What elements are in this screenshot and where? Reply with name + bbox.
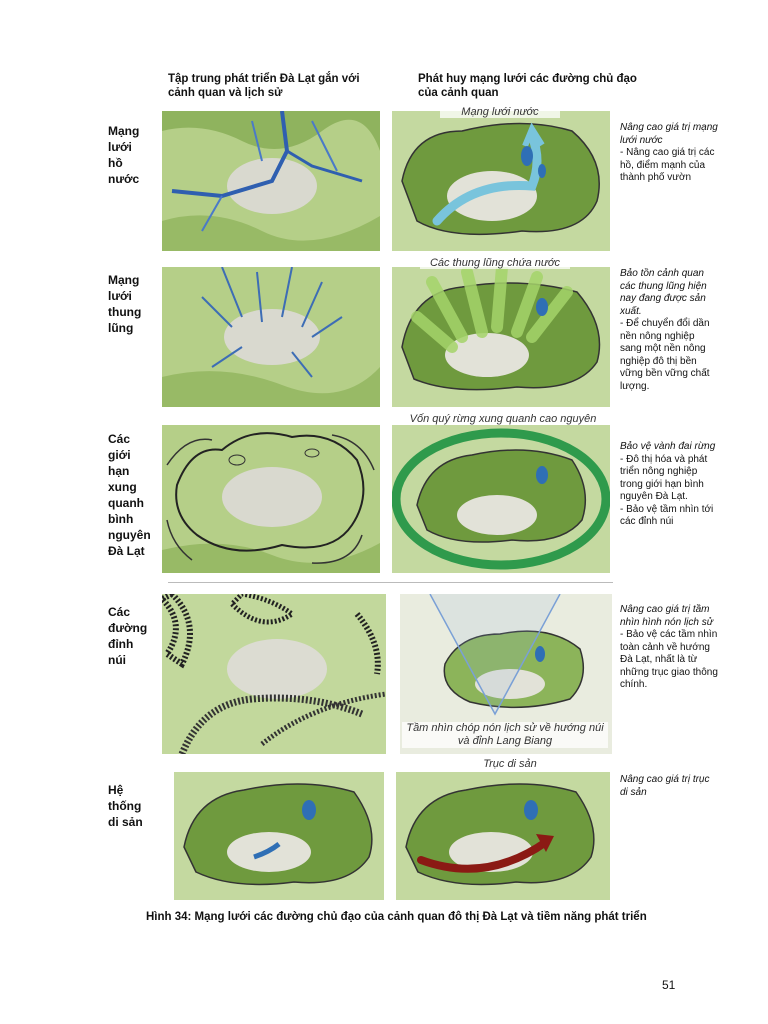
- note-water-body: - Nâng cao giá trị các hồ, điểm mạnh của thành phố vườn: [620, 147, 715, 183]
- note-valleys-body: - Để chuyển đổi dần nền nông nghiệp sang một nền nông nghiệp đô thị bền vững bền vững chất lượng.: [620, 318, 710, 392]
- note-valleys-lead: Bảo tồn cảnh quan các thung lũng hiện nay đang được sản xuất.: [620, 268, 707, 317]
- map-water-right: [392, 111, 610, 251]
- note-heritage-lead: Nâng cao giá trị trục di sản: [620, 774, 710, 798]
- note-ridges-body: - Bảo vệ các tầm nhìn toàn cảnh về hướng Đà Lạt, nhất là từ những trục giao thông chính.: [620, 629, 718, 690]
- map-heritage-left: [174, 772, 384, 900]
- map-boundaries-right: [392, 425, 610, 573]
- page-number: 51: [662, 978, 676, 992]
- note-heritage: [620, 774, 718, 799]
- note-boundaries-body: - Đô thị hóa và phát triển nông nghiệp trong giới hạn bình nguyên Đà Lạt. - Bảo vệ tầm nhìn tới các đỉnh núi: [620, 453, 714, 527]
- row-label-heritage: Hệ thống di sản: [108, 783, 143, 829]
- map-title-heritage: Trục di sản: [470, 758, 550, 770]
- note-water: [620, 122, 718, 185]
- right-column-header: Phát huy mạng lưới các đường chủ đạo của cảnh quan: [418, 73, 637, 99]
- map-valleys-right: [392, 267, 610, 407]
- map-title-water: Mạng lưới nước: [440, 106, 560, 118]
- map-ridges-left: [162, 594, 386, 754]
- map-boundaries-left: [162, 425, 380, 573]
- note-valleys: [620, 268, 718, 393]
- note-boundaries: [620, 441, 718, 529]
- map-heritage-right: [396, 772, 610, 900]
- map-title-ridges: Tầm nhìn chóp nón lịch sử về hướng núi và đỉnh Lang Biang: [402, 722, 608, 748]
- map-title-valleys: Các thung lũng chứa nước: [420, 257, 570, 269]
- figure-caption: Hình 34: Mạng lưới các đường chủ đạo của cảnh quan đô thị Đà Lạt và tiềm năng phát triển: [146, 911, 647, 923]
- note-ridges-lead: Nâng cao giá trị tầm nhìn hình nón lịch sử: [620, 604, 714, 628]
- row-label-boundaries: Các giới hạn xung quanh bình nguyên Đà Lạt: [108, 432, 151, 558]
- section-divider: [168, 582, 613, 583]
- row-label-water: Mạng lưới hồ nước: [108, 124, 140, 186]
- map-valleys-left: [162, 267, 380, 407]
- map-water-left: [162, 111, 380, 251]
- map-title-boundaries: Vốn quý rừng xung quanh cao nguyên: [396, 413, 610, 425]
- left-column-header: Tập trung phát triển Đà Lạt gắn với cảnh quan và lịch sử: [168, 73, 360, 99]
- note-ridges: [620, 604, 718, 692]
- note-boundaries-lead: Bảo vệ vành đai rừng: [620, 441, 716, 452]
- note-water-lead: Nâng cao giá trị mạng lưới nước: [620, 122, 718, 146]
- row-label-valleys: Mạng lưới thung lũng: [108, 273, 142, 335]
- row-label-ridges: Các đường đỉnh núi: [108, 605, 148, 667]
